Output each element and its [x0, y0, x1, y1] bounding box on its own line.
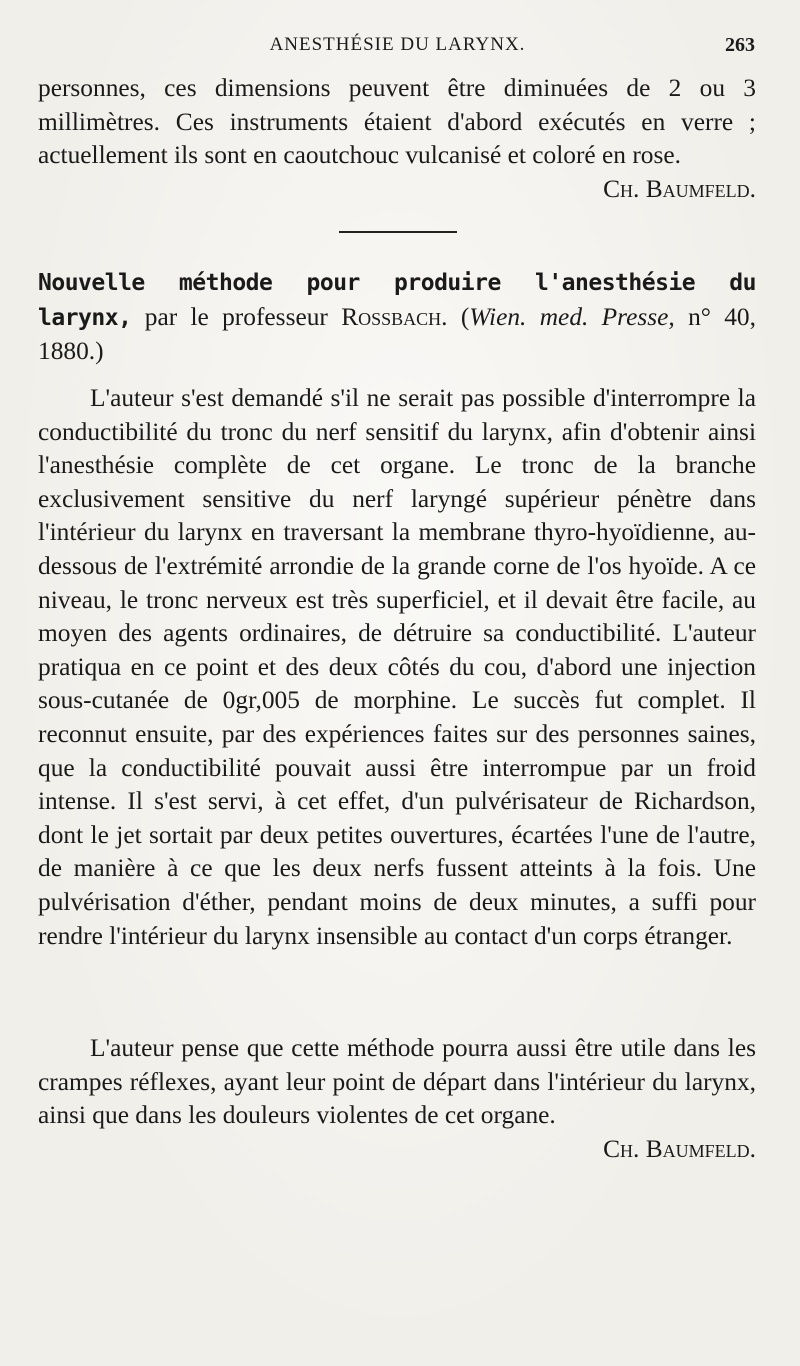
article-paragraph-1: L'auteur s'est demandé s'il ne serait pas possible d'interrompre la conductibilité du tronc du nerf sensitif du larynx, afin d'obtenir ainsi l'anesthésie complète de cet organe. Le tronc de la branche exclusivement sensitive du nerf laryngé supérieur pénètre dans l'intérieur du larynx en traversant la membrane thyro-hyoïdienne, au-dessous de l'extrémité arrondie de la grande corne de l'os hyoïde. A ce niveau, le tronc nerveux est très superficiel, et il devait être facile, au moyen des agents ordinaires, de détruire sa conductibilité. L'auteur pratiqua en ce point et des deux côtés du cou, d'abord une injection sous-cutanée de 0gr,005 de morphine. Le succès fut complet. Il reconnut ensuite, par des expériences faites sur des personnes saines, que la conductibilité pouvait aussi être interrompue par un froid intense. Il s'est servi, à cet effet, d'un pulvérisateur de Richardson, dont le jet sortait par deux petites ouvertures, écartées l'une de l'autre, de manière à ce que les deux nerfs fussent atteints à la fois. Une pulvérisation d'éther, pendant moins de deux minutes, a suffi pour rendre l'intérieur du larynx insensible au contact d'un corps étranger.: [38, 384, 756, 950]
article-journal: Wien. med. Presse,: [469, 302, 675, 331]
article-source-rest: n° 40, 1880.): [38, 302, 756, 366]
section-divider: [339, 231, 457, 233]
article-title: Nouvelle méthode pour produire l'anesthésie du larynx,: [38, 270, 756, 331]
intro-text: personnes, ces dimensions peuvent être diminuées de 2 ou 3 millimètres. Ces instruments étaient d'abord exécutés en verre ; actuellement ils sont en caoutchouc vulcanisé et coloré en rose.: [38, 74, 756, 170]
article-byline-prefix: par le professeur: [144, 302, 328, 331]
intro-paragraph: [38, 72, 756, 206]
running-head: [40, 34, 755, 62]
article-paragraph-2: [38, 1032, 756, 1166]
running-title: ANESTHÉSIE DU LARYNX.: [269, 34, 526, 55]
intro-signature: Ch. Baumfeld.: [603, 174, 756, 203]
page-number: 263: [725, 34, 755, 56]
article-author: Rossbach: [341, 302, 442, 331]
article-paragraph-2-text: L'auteur pense que cette méthode pourra aussi être utile dans les crampes réflexes, ayant leur point de départ dans l'intérieur du larynx, ainsi que dans les douleurs violentes de cet organe.: [38, 1034, 756, 1130]
article-signature: Ch. Baumfeld.: [603, 1134, 756, 1163]
article-source-open: . (: [441, 302, 470, 331]
article-heading: [38, 266, 756, 369]
